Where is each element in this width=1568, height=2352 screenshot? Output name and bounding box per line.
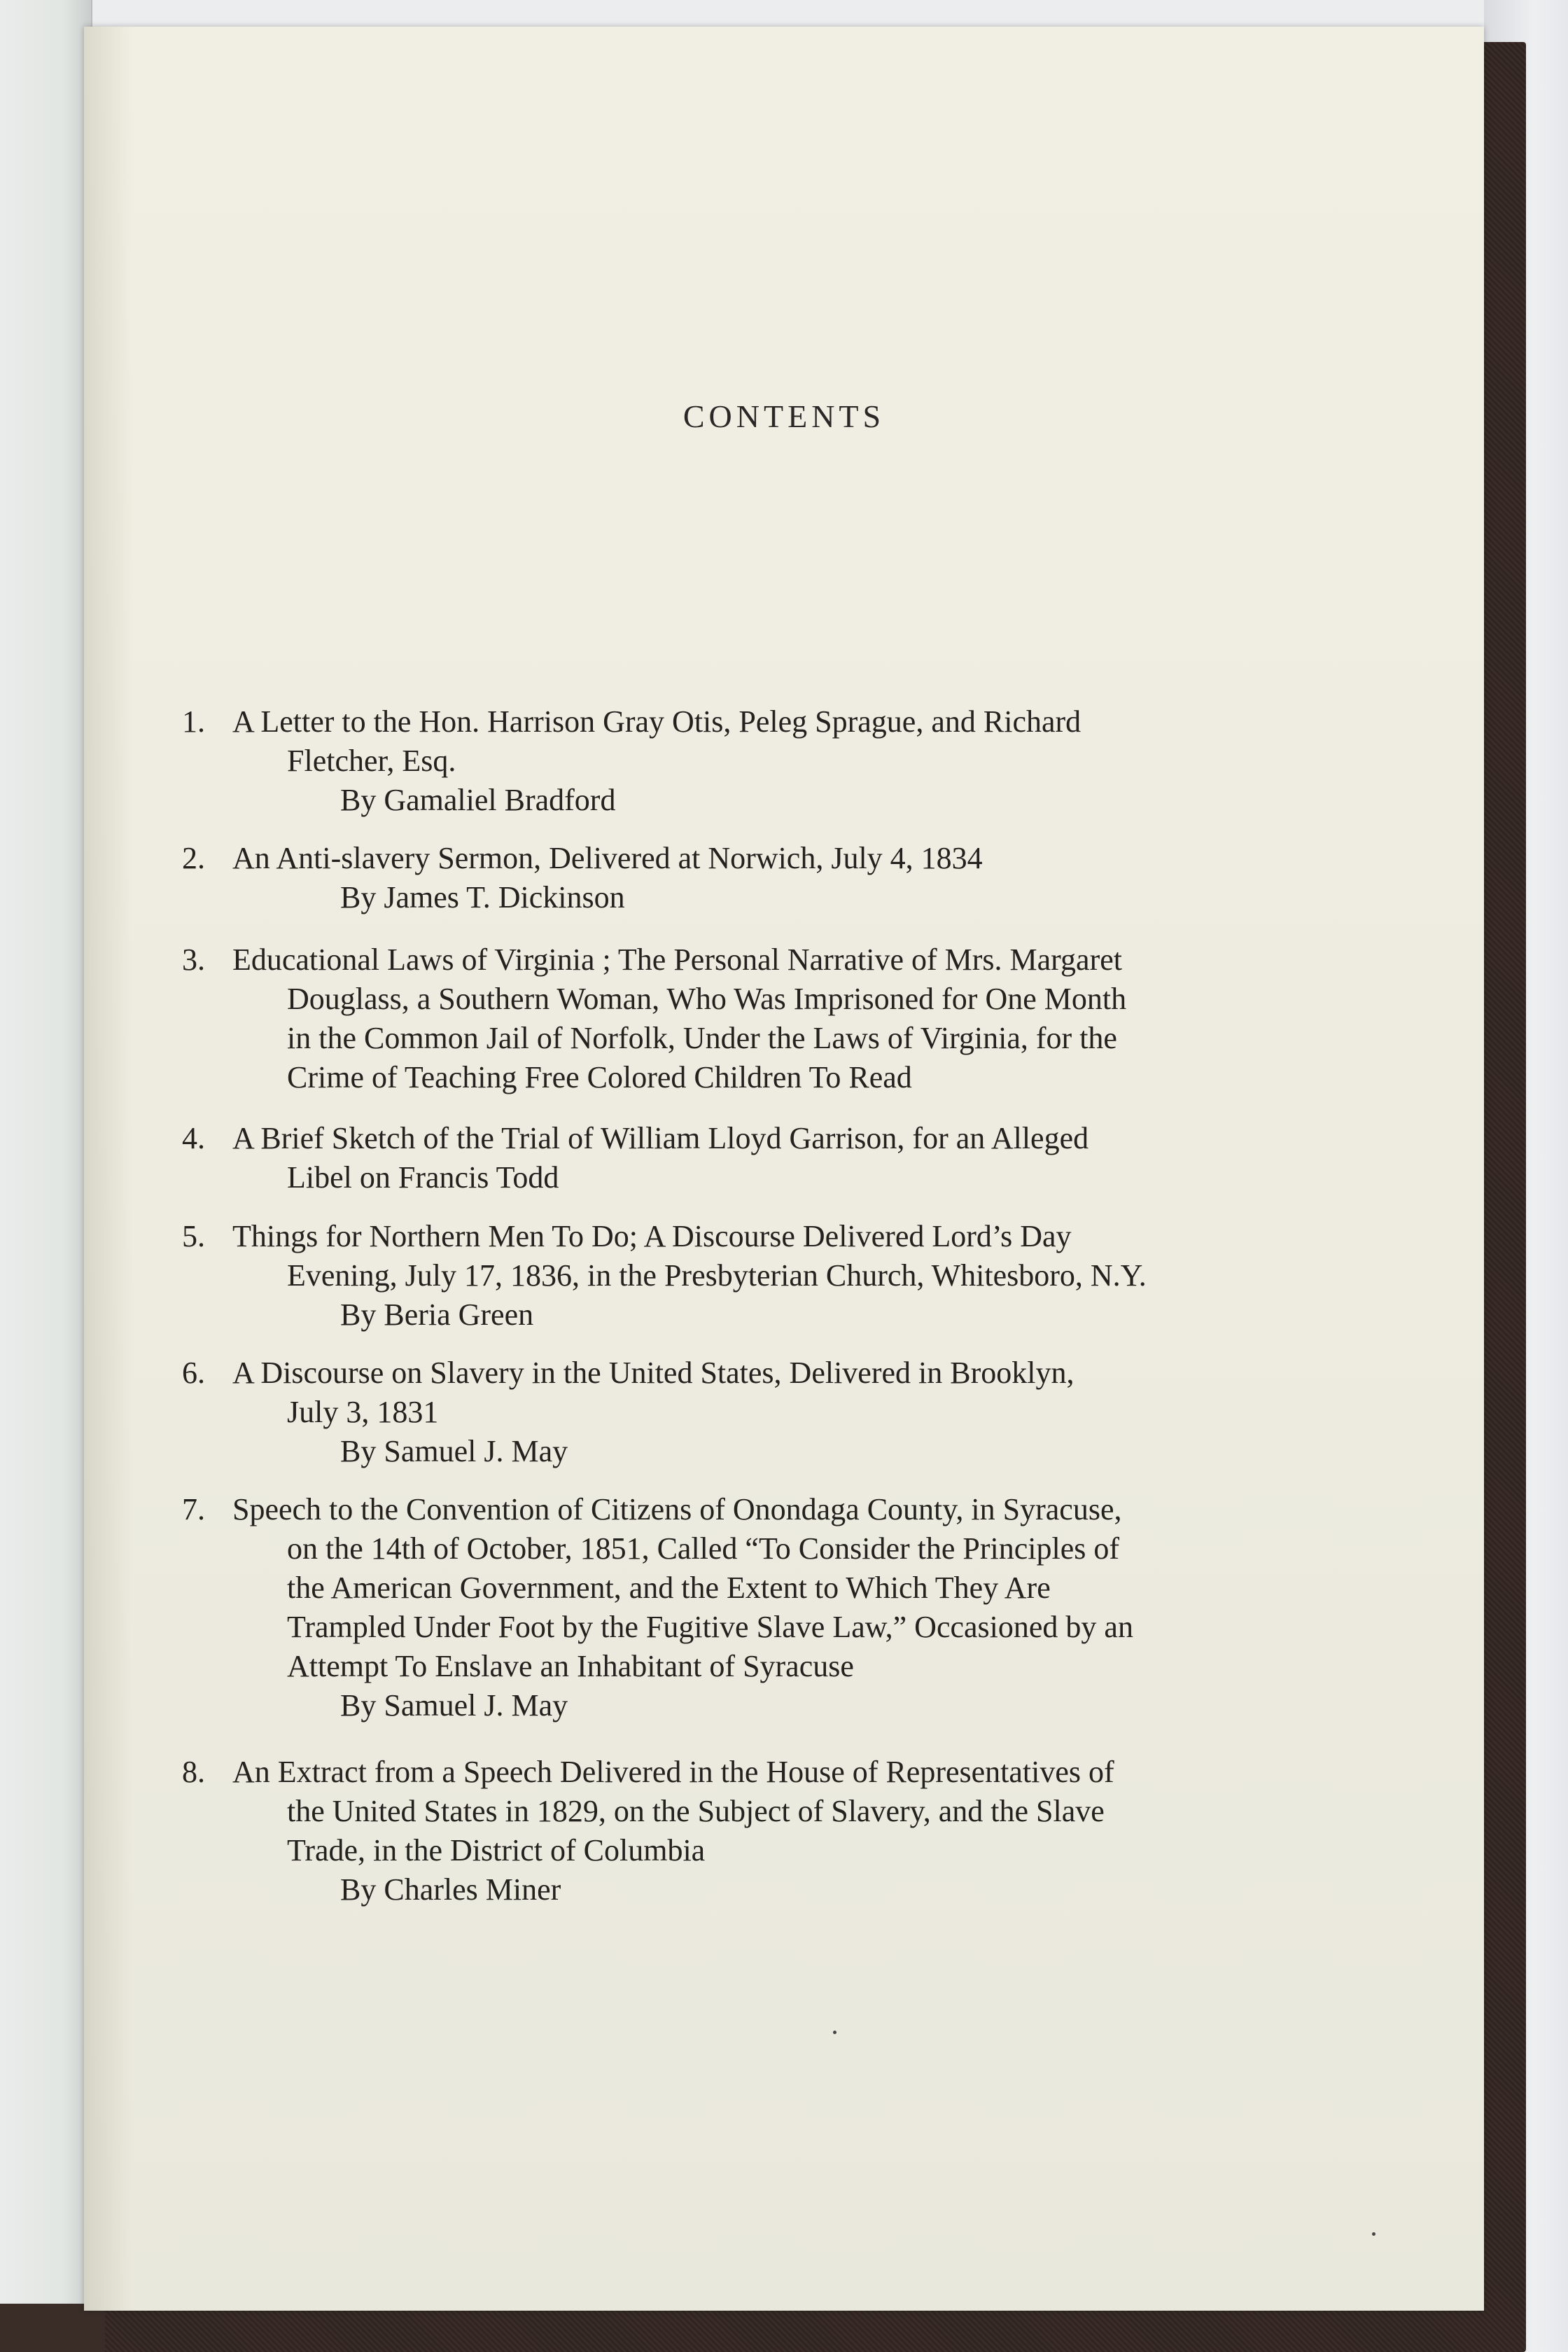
entry-title-line: Trampled Under Foot by the Fugitive Slave Law,” Occasioned by an bbox=[287, 1610, 1133, 1644]
entry-author: By Gamaliel Bradford bbox=[340, 783, 616, 817]
entry-title-line: the American Government, and the Extent to Which They Are bbox=[287, 1571, 1051, 1605]
entry-title-line: An Extract from a Speech Delivered in the House of Representatives of bbox=[232, 1755, 1114, 1789]
entry-title-line: Trade, in the District of Columbia bbox=[287, 1833, 706, 1867]
entry-title-line: Crime of Teaching Free Colored Children To Read bbox=[287, 1060, 912, 1094]
ink-speck bbox=[1372, 2232, 1376, 2236]
entry-number: 5. bbox=[182, 1219, 205, 1253]
entry-title-line: A Letter to the Hon. Harrison Gray Otis, Peleg Sprague, and Richard bbox=[232, 704, 1082, 739]
entry-author: By James T. Dickinson bbox=[340, 880, 625, 914]
facing-page bbox=[0, 0, 92, 2352]
entry-title-line: Things for Northern Men To Do; A Discourse Delivered Lord’s Day bbox=[232, 1219, 1072, 1253]
entry-title-line: in the Common Jail of Norfolk, Under the Laws of Virginia, for the bbox=[287, 1021, 1117, 1055]
entry-title-line: Libel on Francis Todd bbox=[287, 1160, 559, 1195]
entry-title-line: Evening, July 17, 1836, in the Presbyterian Church, Whitesboro, N.Y. bbox=[287, 1258, 1147, 1293]
cover-corner bbox=[0, 2304, 105, 2352]
entry-title-line: A Brief Sketch of the Trial of William Lloyd Garrison, for an Alleged bbox=[232, 1121, 1089, 1155]
entry-title-line: Douglass, a Southern Woman, Who Was Imprisoned for One Month bbox=[287, 982, 1127, 1016]
entry-title-line: Educational Laws of Virginia ; The Personal Narrative of Mrs. Margaret bbox=[232, 942, 1122, 977]
entry-author: By Charles Miner bbox=[340, 1872, 561, 1907]
entry-title-line: A Discourse on Slavery in the United States, Delivered in Brooklyn, bbox=[232, 1356, 1074, 1390]
entry-number: 6. bbox=[182, 1356, 205, 1390]
entry-author: By Samuel J. May bbox=[340, 1688, 568, 1723]
entry-number: 8. bbox=[182, 1755, 205, 1789]
entry-number: 1. bbox=[182, 704, 205, 739]
entry-number: 4. bbox=[182, 1121, 205, 1155]
entry-title-line: on the 14th of October, 1851, Called “To Consider the Principles of bbox=[287, 1531, 1120, 1566]
contents-page bbox=[84, 27, 1484, 2311]
entry-title-line: An Anti-slavery Sermon, Delivered at Norwich, July 4, 1834 bbox=[232, 841, 983, 875]
entry-author: By Beria Green bbox=[340, 1297, 534, 1332]
entry-title-line: Speech to the Convention of Citizens of Onondaga County, in Syracuse, bbox=[232, 1492, 1122, 1526]
entry-number: 3. bbox=[182, 942, 205, 977]
entry-author: By Samuel J. May bbox=[340, 1434, 568, 1468]
entry-number: 7. bbox=[182, 1492, 205, 1526]
entry-title-line: Attempt To Enslave an Inhabitant of Syracuse bbox=[287, 1649, 854, 1683]
entry-number: 2. bbox=[182, 841, 205, 875]
entry-title-line: the United States in 1829, on the Subject of Slavery, and the Slave bbox=[287, 1794, 1105, 1828]
entry-title-line: July 3, 1831 bbox=[287, 1395, 439, 1429]
page-title: CONTENTS bbox=[682, 398, 886, 434]
table-of-contents bbox=[84, 27, 1484, 2311]
entry-title-line: Fletcher, Esq. bbox=[287, 744, 456, 778]
ink-speck bbox=[833, 2031, 836, 2034]
